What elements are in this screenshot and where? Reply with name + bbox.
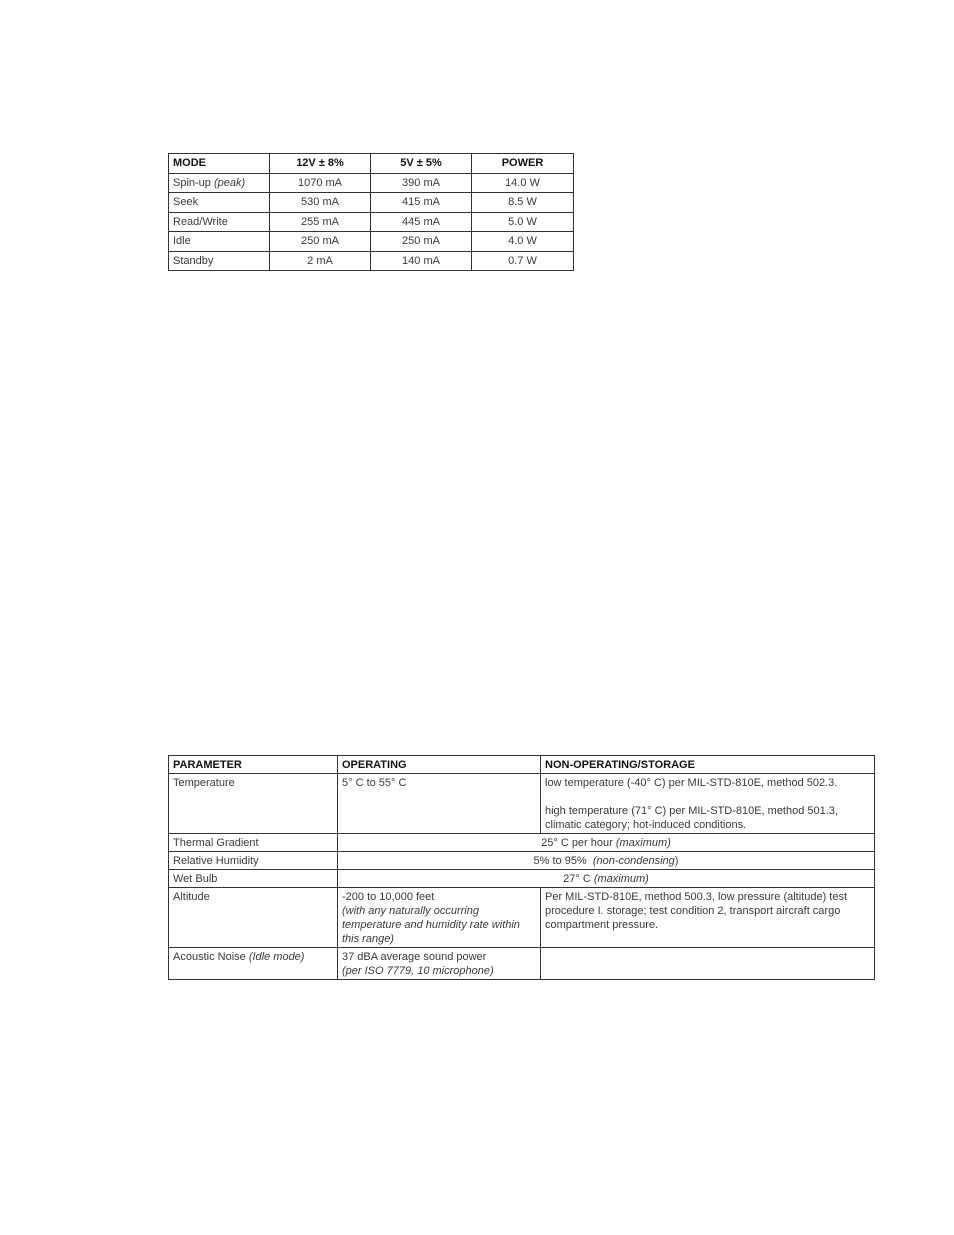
storage-line: high temperature (71° C) per MIL-STD-810E, method 501.3, [545, 805, 838, 817]
cell-parameter: Relative Humidity [169, 852, 338, 870]
operating-line: 37 dBA average sound power [342, 951, 487, 963]
cell-mode: Idle [169, 232, 270, 252]
table-row [169, 173, 574, 193]
value-note: (maximum) [615, 837, 671, 849]
storage-line: procedure I. storage; test condition 2, transport aircraft cargo [545, 905, 841, 917]
table-row [169, 193, 574, 213]
storage-line: low temperature (-40° C) per MIL-STD-810E, method 502.3. [545, 777, 838, 789]
operating-note: (per ISO 7779, 10 microphone) [342, 965, 494, 977]
value-note: (non-condensing [592, 855, 675, 867]
cell-12v: 1070 mA [270, 173, 371, 193]
cell-12v: 255 mA [270, 212, 371, 232]
operating-note: temperature and humidity rate within [342, 919, 520, 931]
paragraph-gap [545, 790, 870, 804]
cell-power: 4.0 W [472, 232, 574, 252]
cell-mode: Read/Write [169, 212, 270, 232]
cell-12v: 530 mA [270, 193, 371, 213]
mode-note: (peak) [213, 176, 246, 189]
table-row [169, 212, 574, 232]
cell-mode: Seek [169, 193, 270, 213]
column-header-power: POWER [472, 154, 574, 174]
cell-5v: 415 mA [371, 193, 472, 213]
column-header-5v: 5V ± 5% [371, 154, 472, 174]
cell-5v: 390 mA [371, 173, 472, 193]
cell-power: 5.0 W [472, 212, 574, 232]
cell-5v: 250 mA [371, 232, 472, 252]
table-row-relative-humidity [169, 852, 875, 870]
table-row-acoustic-noise [169, 948, 875, 980]
cell-5v: 445 mA [371, 212, 472, 232]
value-suffix: ) [674, 855, 679, 867]
cell-5v: 140 mA [371, 251, 472, 271]
cell-power: 14.0 W [472, 173, 574, 193]
table-row-temperature [169, 774, 875, 834]
cell-operating [338, 888, 541, 948]
column-header-parameter: PARAMETER [169, 756, 338, 774]
table-header-row [169, 154, 574, 174]
mode-label: Spin-up [173, 176, 211, 189]
cell-parameter: Thermal Gradient [169, 834, 338, 852]
cell-parameter: Altitude [169, 888, 338, 948]
storage-line: compartment pressure. [545, 919, 659, 931]
cell-value [338, 834, 875, 852]
operating-line: -200 to 10,000 feet [342, 891, 435, 903]
cell-power: 8.5 W [472, 193, 574, 213]
column-header-12v: 12V ± 8% [270, 154, 371, 174]
value-text: 5% to 95% [533, 855, 587, 867]
column-header-operating: OPERATING [338, 756, 541, 774]
cell-operating: 5° C to 55° C [338, 774, 541, 834]
cell-parameter [169, 948, 338, 980]
cell-parameter: Temperature [169, 774, 338, 834]
operating-note: this range) [342, 933, 394, 945]
cell-value [338, 870, 875, 888]
table-row-thermal-gradient [169, 834, 875, 852]
power-consumption-table [168, 153, 574, 271]
value-note: (maximum) [593, 873, 649, 885]
cell-operating [338, 948, 541, 980]
column-header-mode: MODE [169, 154, 270, 174]
cell-storage [541, 948, 875, 980]
cell-12v: 250 mA [270, 232, 371, 252]
table-row [169, 251, 574, 271]
operating-note: (with any naturally occurring [342, 905, 479, 917]
table-row-wet-bulb [169, 870, 875, 888]
value-text: 27° C [563, 873, 591, 885]
storage-line: Per MIL-STD-810E, method 500.3, low pressure (altitude) test [545, 891, 848, 903]
cell-storage [541, 774, 875, 834]
value-text: 25° C per hour [541, 837, 613, 849]
table-row-altitude [169, 888, 875, 948]
column-header-storage: NON-OPERATING/STORAGE [541, 756, 875, 774]
cell-mode [169, 173, 270, 193]
parameter-label: Acoustic Noise [173, 951, 246, 963]
cell-value [338, 852, 875, 870]
cell-parameter: Wet Bulb [169, 870, 338, 888]
cell-12v: 2 mA [270, 251, 371, 271]
environmental-specs-table [168, 755, 875, 980]
cell-storage [541, 888, 875, 948]
cell-mode: Standby [169, 251, 270, 271]
table-row [169, 232, 574, 252]
table-header-row [169, 756, 875, 774]
cell-power: 0.7 W [472, 251, 574, 271]
storage-line: climatic category; hot-induced conditions. [545, 819, 747, 831]
parameter-note: (Idle mode) [248, 951, 305, 963]
